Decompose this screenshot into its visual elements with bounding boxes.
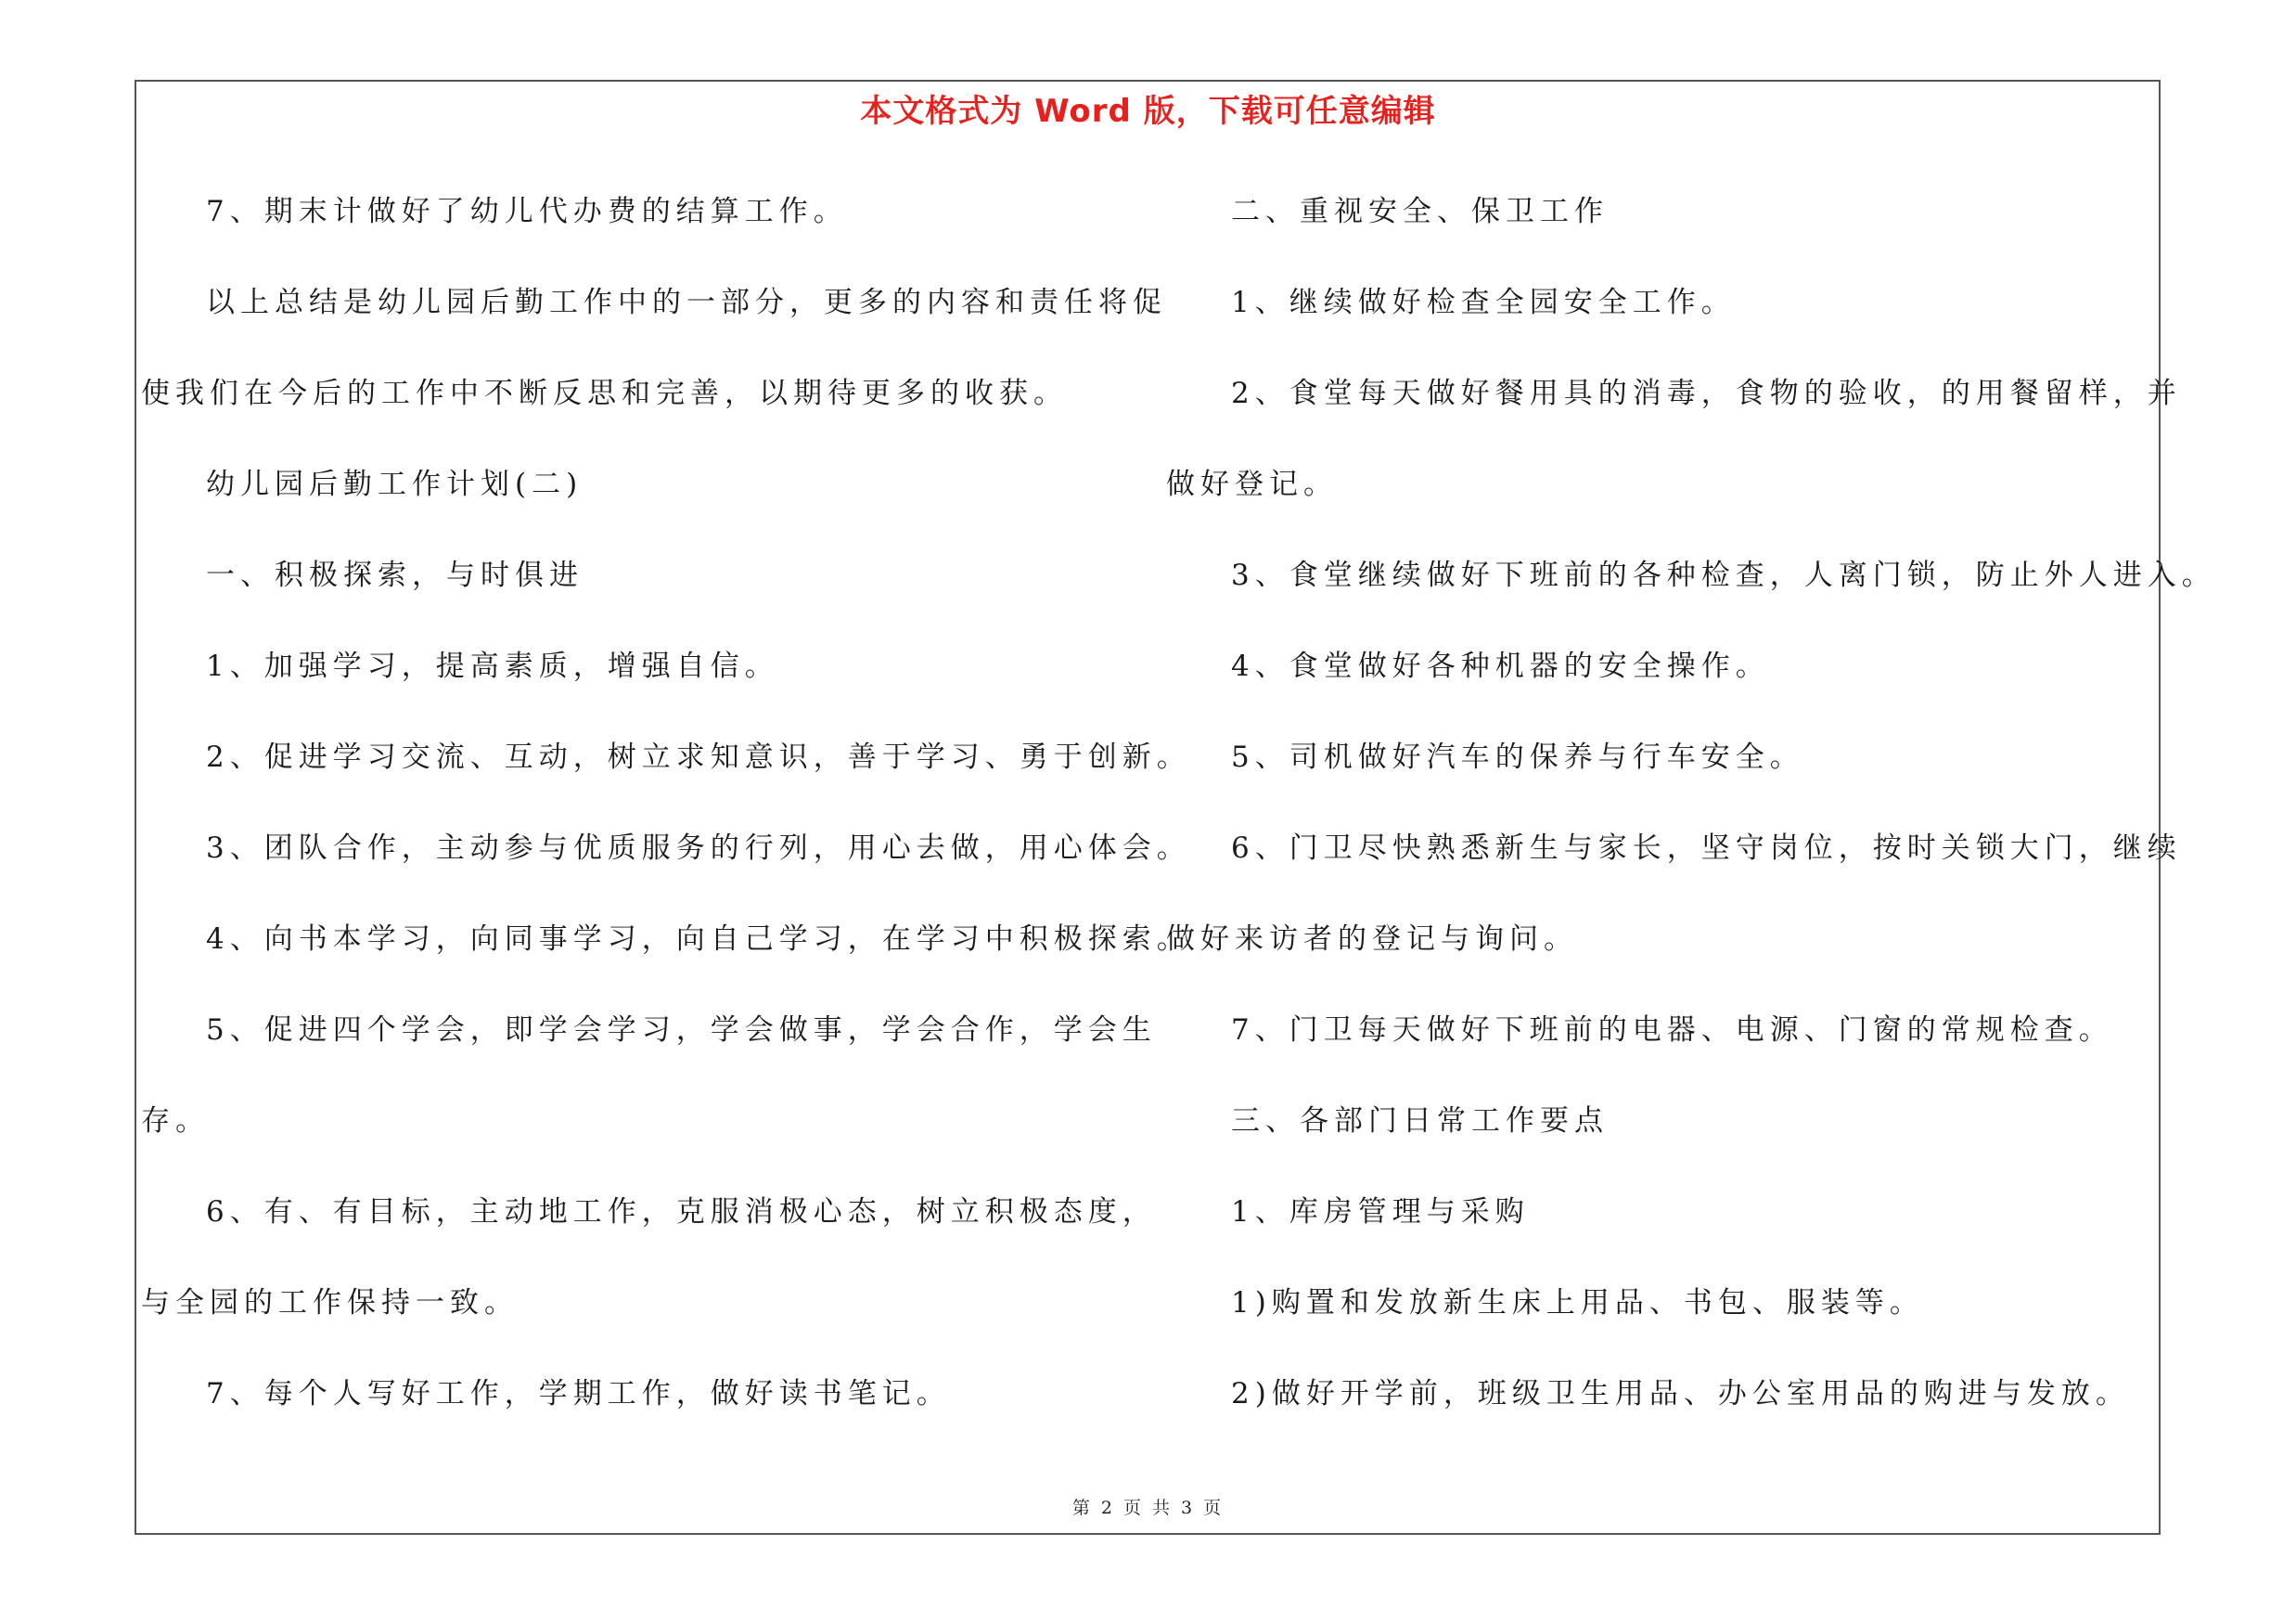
- list-item: 2、食堂每天做好餐用具的消毒，食物的验收，的用餐留样，并: [1231, 377, 2182, 410]
- list-item-continuation: 存。: [141, 1104, 210, 1138]
- section-title: 幼儿园后勤工作计划(二): [206, 468, 584, 501]
- list-item: 5、促进四个学会，即学会学习，学会做事，学会合作，学会生: [206, 1013, 1157, 1047]
- sub-list-item: 1)购置和发放新生床上用品、书包、服装等。: [1231, 1286, 1924, 1320]
- list-item: 2、促进学习交流、互动，树立求知意识，善于学习、勇于创新。: [206, 741, 1191, 774]
- list-item: 7、每个人写好工作，学期工作，做好读书笔记。: [206, 1377, 951, 1410]
- document-banner: 本文格式为 Word 版，下载可任意编辑: [860, 93, 1436, 130]
- list-item: 7、门卫每天做好下班前的电器、电源、门窗的常规检查。: [1231, 1013, 2113, 1047]
- list-item: 6、有、有目标，主动地工作，克服消极心态，树立积极态度，: [206, 1195, 1157, 1229]
- list-item: 6、门卫尽快熟悉新生与家长，坚守岗位，按时关锁大门，继续: [1231, 831, 2182, 865]
- page-number: 第 2 页 共 3 页: [1071, 1498, 1225, 1518]
- list-item: 4、食堂做好各种机器的安全操作。: [1231, 650, 1770, 683]
- sub-list-item: 2)做好开学前，班级卫生用品、办公室用品的购进与发放。: [1231, 1377, 2130, 1410]
- list-item: 1、加强学习，提高素质，增强自信。: [206, 650, 779, 683]
- list-item-continuation: 与全园的工作保持一致。: [141, 1286, 519, 1320]
- list-item-continuation: 做好来访者的登记与询问。: [1166, 922, 1578, 956]
- paragraph-line: 以上总结是幼儿园后勤工作中的一部分，更多的内容和责任将促: [206, 286, 1167, 319]
- list-item: 1、继续做好检查全园安全工作。: [1231, 286, 1736, 319]
- list-item-continuation: 做好登记。: [1166, 468, 1338, 501]
- list-item: 4、向书本学习，向同事学习，向自己学习，在学习中积极探索。: [206, 922, 1191, 956]
- list-item: 5、司机做好汽车的保养与行车安全。: [1231, 741, 1804, 774]
- paragraph-line: 使我们在今后的工作中不断反思和完善，以期待更多的收获。: [141, 377, 1068, 410]
- list-item: 3、团队合作，主动参与优质服务的行列，用心去做，用心体会。: [206, 831, 1191, 865]
- section-heading: 二、重视安全、保卫工作: [1231, 195, 1609, 228]
- right-column: [1166, 182, 2216, 1455]
- left-column: [141, 182, 1191, 1455]
- section-heading: 三、各部门日常工作要点: [1231, 1104, 1609, 1138]
- list-item: 1、库房管理与采购: [1231, 1195, 1530, 1229]
- paragraph-line: 7、期末计做好了幼儿代办费的结算工作。: [206, 195, 848, 228]
- section-heading: 一、积极探索，与时俱进: [206, 559, 584, 592]
- list-item: 3、食堂继续做好下班前的各种检查，人离门锁，防止外人进入。: [1231, 559, 2216, 592]
